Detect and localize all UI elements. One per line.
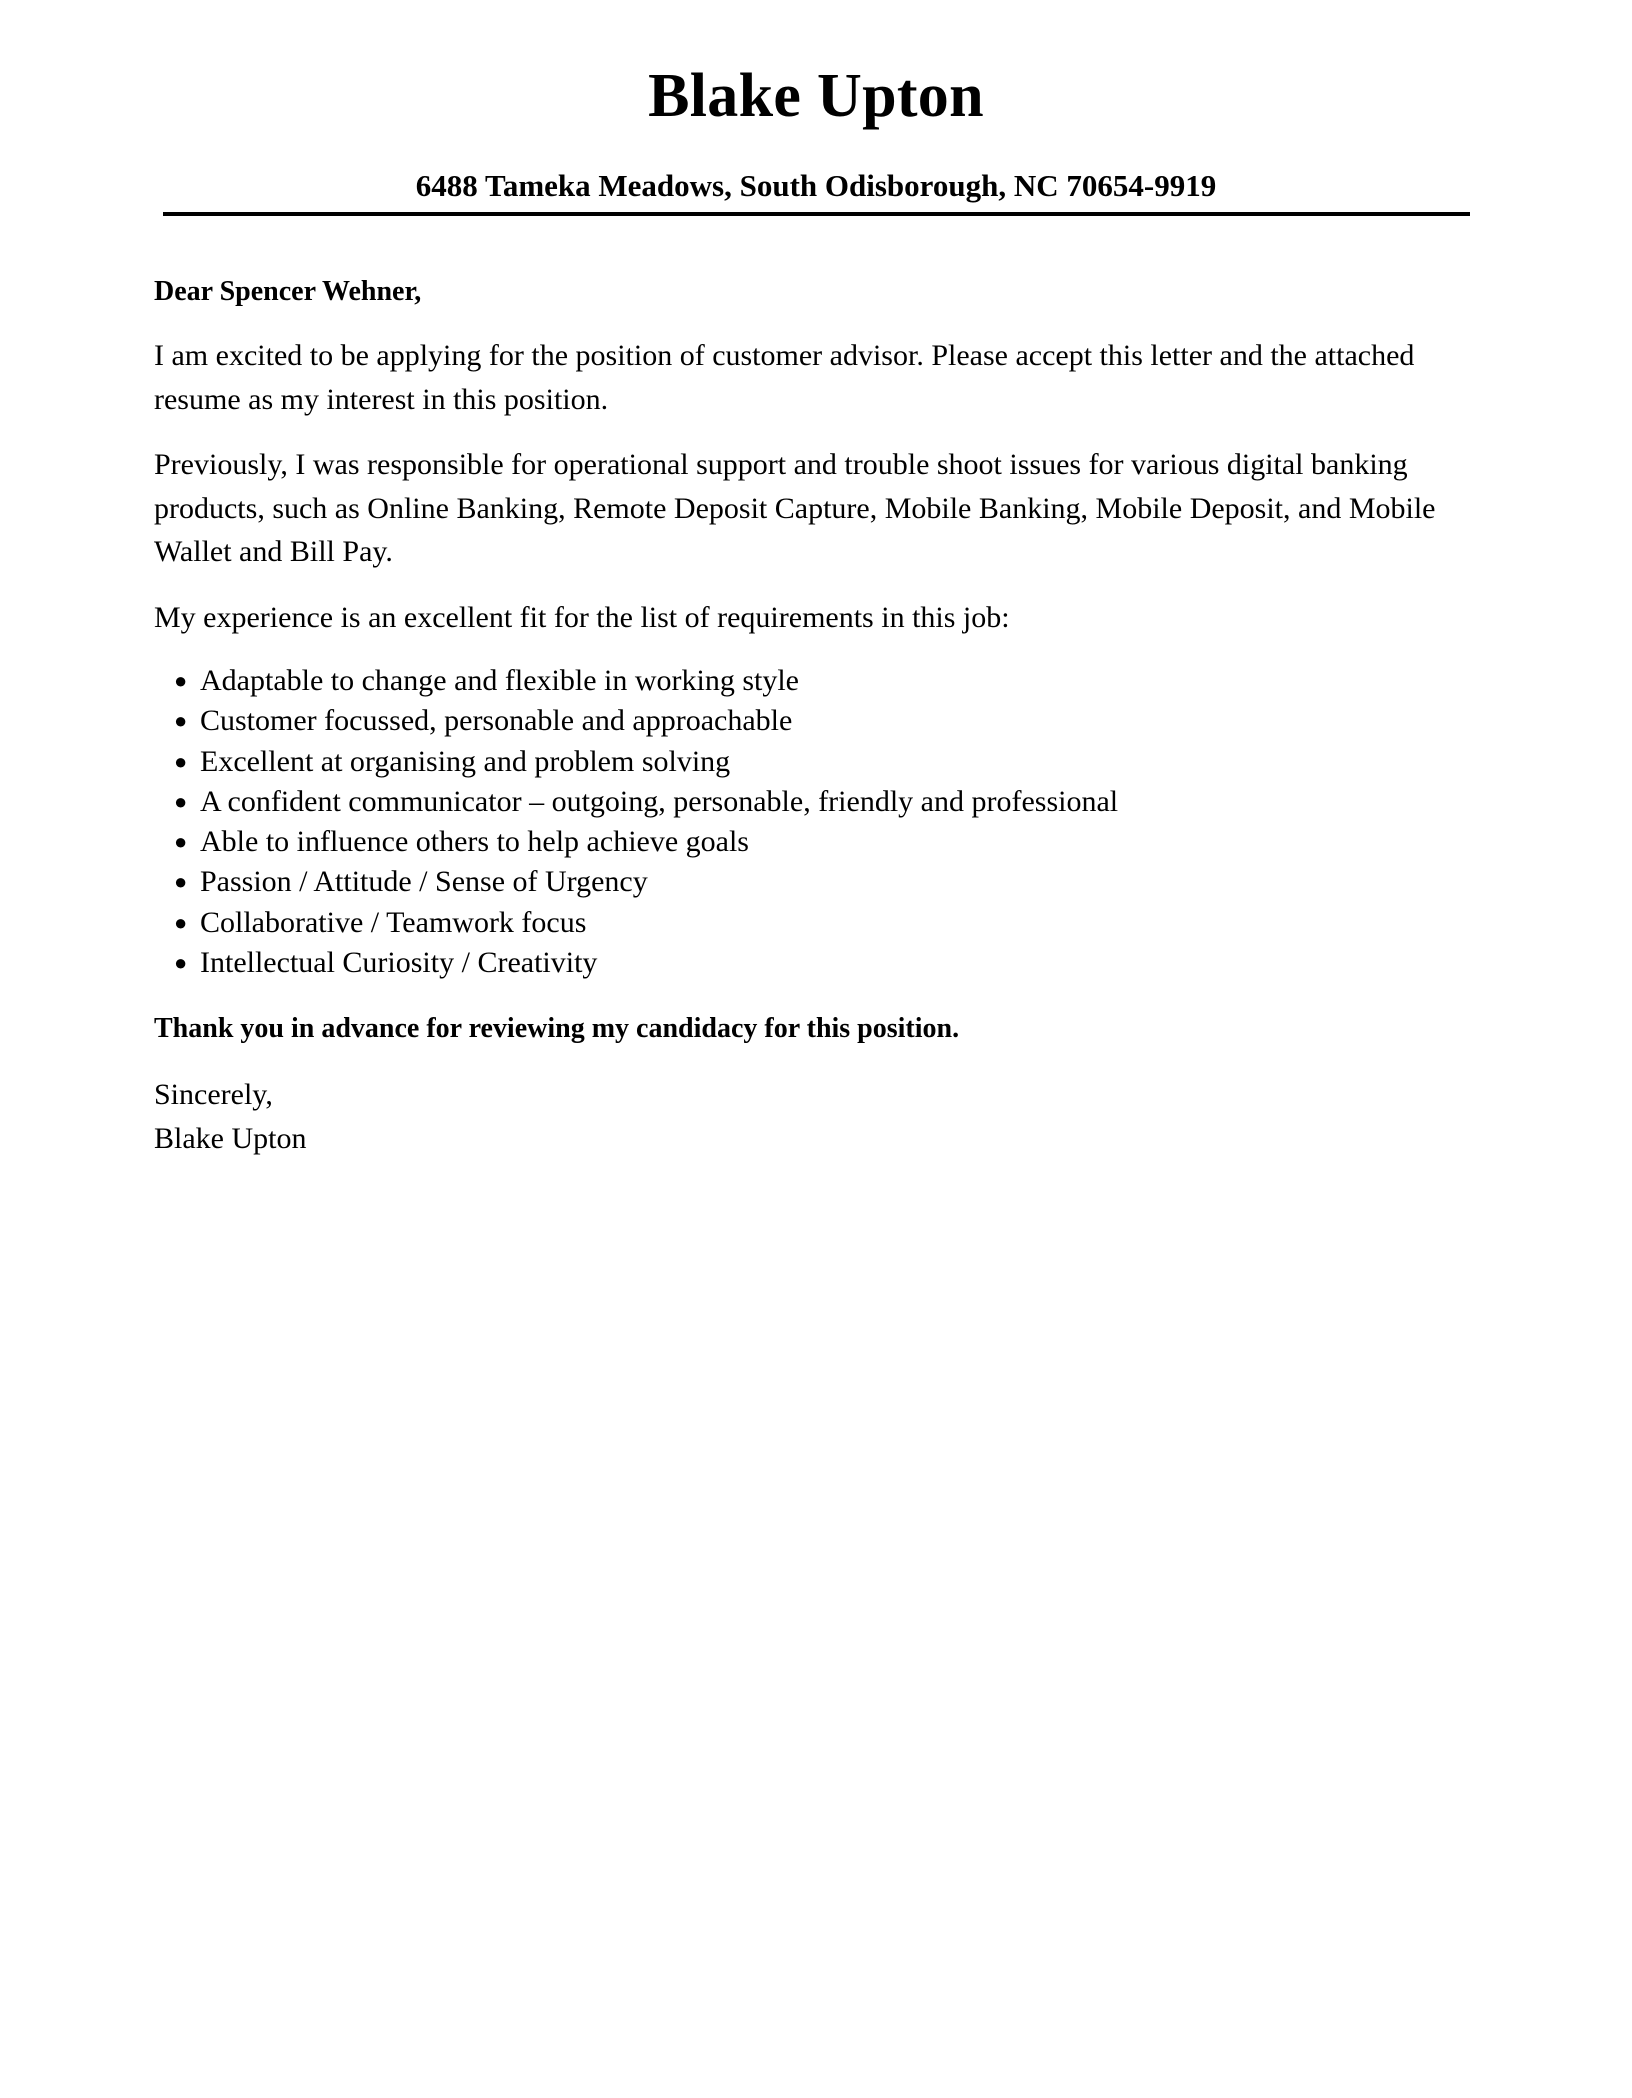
list-item-text: Passion / Attitude / Sense of Urgency — [200, 865, 648, 899]
bullet-icon: ● — [174, 788, 188, 814]
thanks-line: Thank you in advance for reviewing my candidacy for this position. — [154, 1013, 960, 1045]
list-item — [174, 782, 1464, 822]
sender-address: 6488 Tameka Meadows, South Odisborough, NC 70654-9919 — [415, 168, 1217, 203]
list-item-text: Adaptable to change and flexible in working style — [200, 664, 799, 697]
list-item — [174, 822, 1464, 862]
list-item-text: A confident communicator – outgoing, personable, friendly and professional — [200, 784, 1119, 818]
list-item — [174, 661, 1464, 701]
list-item-text: Customer focussed, personable and approachable — [200, 704, 793, 738]
bullet-icon: ● — [174, 708, 188, 734]
bullet-icon: ● — [174, 829, 188, 855]
letter-header — [0, 0, 1632, 220]
bullet-icon: ● — [174, 668, 188, 693]
sender-name: Blake Upton — [648, 62, 984, 130]
list-item — [174, 742, 1464, 782]
bullet-icon: ● — [174, 950, 188, 976]
list-item-text: Able to influence others to help achieve goals — [200, 825, 749, 859]
list-item — [174, 943, 1464, 983]
bullet-icon: ● — [174, 748, 188, 774]
experience-paragraph: Previously, I was responsible for operational support and trouble shoot issues for various digital banking products, such as Online Banking, Remote Deposit Capture, Mobile Banking, Mobile Deposit, and Mobile Wallet and Bill Pay. — [154, 448, 1436, 568]
list-item-text: Excellent at organising and problem solving — [200, 744, 731, 778]
letter-body — [154, 272, 1464, 1161]
intro-paragraph: I am excited to be applying for the position of customer advisor. Please accept this letter and the attached resume as my interest in this position. — [154, 339, 1415, 416]
requirements-list — [154, 661, 1464, 983]
signoff — [154, 1073, 1464, 1161]
list-item — [174, 701, 1464, 741]
list-item — [174, 903, 1464, 943]
list-item-text: Intellectual Curiosity / Creativity — [200, 946, 598, 980]
list-item-text: Collaborative / Teamwork focus — [200, 905, 587, 939]
bullet-icon: ● — [174, 909, 188, 935]
fit-paragraph: My experience is an excellent fit for the list of requirements in this job: — [154, 600, 1010, 634]
bullet-icon: ● — [174, 869, 188, 895]
list-item — [174, 862, 1464, 902]
closing: Sincerely, — [154, 1078, 273, 1112]
salutation: Dear Spencer Wehner, — [154, 276, 422, 307]
header-divider — [163, 212, 1470, 216]
signature-name: Blake Upton — [154, 1122, 307, 1156]
